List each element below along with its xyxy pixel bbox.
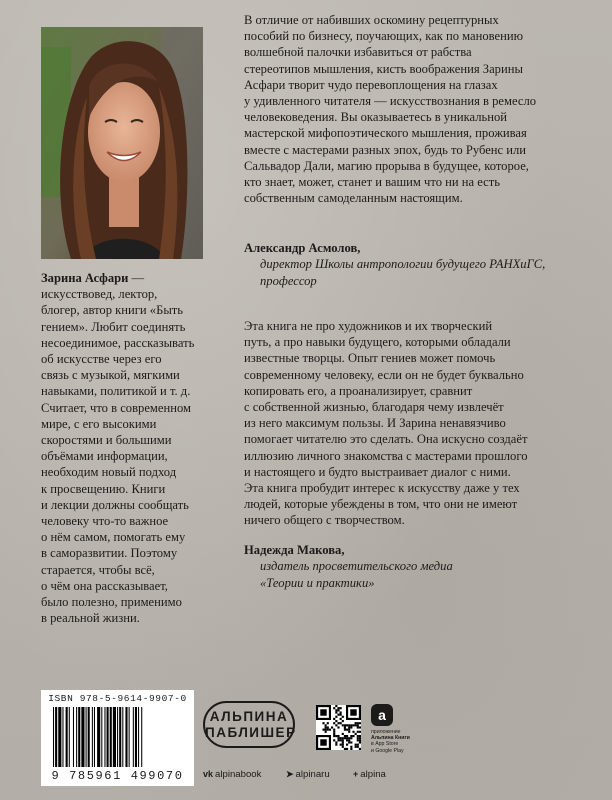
- qr-module: [346, 739, 348, 741]
- qr-module: [340, 707, 342, 709]
- text-line: ничего общего с творчеством.: [244, 513, 405, 528]
- isbn-text: ISBN 978-5-9614-9907-0: [48, 693, 187, 704]
- qr-module: [348, 739, 350, 741]
- qr-module: [333, 718, 335, 720]
- qr-module: [337, 707, 339, 709]
- social-handle: alpinabook: [215, 769, 262, 780]
- qr-module: [333, 707, 335, 709]
- qr-module: [357, 739, 359, 741]
- quote-author-role: «Теории и практики»: [260, 575, 375, 590]
- text-line: связь с музыкой, мягкими: [41, 368, 180, 383]
- author-portrait: [41, 27, 203, 259]
- text-line: гением». Любит соединять: [41, 319, 186, 334]
- qr-module: [331, 726, 333, 728]
- qr-module: [342, 733, 344, 735]
- qr-module: [333, 735, 335, 737]
- text-line: о нём самом, помогать ему: [41, 530, 186, 545]
- text-line: и Google Play: [371, 747, 404, 754]
- text-line: стереотипов мышления, кисть воображения Зарины: [244, 61, 523, 76]
- qr-module: [327, 729, 329, 731]
- barcode-bar: [125, 707, 127, 767]
- qr-module: [350, 709, 356, 715]
- text-line: Альпина Книги: [371, 735, 410, 742]
- barcode-bar: [78, 707, 80, 767]
- barcode-bar: [133, 707, 134, 767]
- qr-code: [316, 705, 361, 750]
- text-line: с собственной жизнью, благодаря чему извлечёт: [244, 400, 504, 415]
- barcode-bar: [86, 707, 87, 767]
- text-line: навыками, политикой и т. д.: [41, 384, 191, 399]
- barcode-bar: [113, 707, 116, 767]
- text-line: приложение: [371, 729, 401, 735]
- qr-module: [340, 714, 342, 716]
- qr-module: [350, 746, 352, 748]
- quote-author-role: профессор: [260, 273, 317, 288]
- qr-module: [357, 722, 359, 724]
- qr-module: [320, 709, 326, 715]
- qr-module: [348, 726, 350, 728]
- qr-module: [357, 724, 359, 726]
- qr-module: [342, 746, 344, 748]
- qr-module: [335, 724, 337, 726]
- qr-module: [342, 720, 344, 722]
- qr-module: [322, 722, 324, 724]
- text-line: Сальвадор Дали, магию прорыва в будущее, которое,: [244, 158, 529, 173]
- qr-module: [359, 737, 361, 739]
- qr-module: [340, 739, 342, 741]
- barcode-bar: [104, 707, 105, 767]
- quote-author-name: Александр Асмолов,: [244, 241, 361, 255]
- qr-module: [348, 737, 350, 739]
- qr-module: [344, 737, 346, 739]
- text-line: в саморазвитии. Поэтому: [41, 546, 178, 561]
- plus-icon: +: [353, 769, 359, 779]
- barcode-bars: [41, 690, 194, 770]
- text-line: вместе с мастерами разных эпох, будь то Рубенс или: [244, 142, 527, 157]
- text-line: об искусстве через его: [41, 352, 162, 367]
- qr-module: [344, 729, 346, 731]
- text-line: старается, чтобы всё,: [41, 562, 155, 577]
- vk-icon: vk: [203, 769, 214, 779]
- barcode-bar: [129, 707, 130, 767]
- text-line: иллюзию личного знакомства с мастерами прошлого: [244, 448, 528, 463]
- qr-module: [337, 714, 339, 716]
- barcode-bar: [58, 707, 61, 767]
- qr-module: [348, 724, 350, 726]
- barcode-bar: [53, 707, 54, 767]
- barcode-bar: [76, 707, 77, 767]
- text-line: волшебной палочки избавиться от рабства: [244, 45, 472, 60]
- qr-module: [337, 739, 339, 741]
- barcode-bar: [141, 707, 142, 767]
- text-line: копировать его, а проанализирует, сравнит: [244, 383, 473, 398]
- qr-module: [340, 718, 342, 720]
- qr-module: [350, 735, 352, 737]
- qr-module: [348, 729, 350, 731]
- qr-module: [359, 722, 361, 724]
- text-line: человеку что-то важное: [41, 514, 169, 529]
- qr-module: [357, 726, 359, 728]
- qr-module: [355, 733, 357, 735]
- barcode-bar: [135, 707, 137, 767]
- qr-module: [335, 709, 337, 711]
- barcode-bar: [94, 707, 95, 767]
- text-line: необходим новый подход: [41, 465, 177, 480]
- publisher-logo: [203, 701, 295, 748]
- barcode-bar: [92, 707, 93, 767]
- text-line: о чём она рассказывает,: [41, 578, 168, 593]
- qr-module: [344, 726, 346, 728]
- text-line: несоединимое, рассказывать: [41, 335, 195, 350]
- text-line: собственным самоделанным настоящим.: [244, 191, 463, 206]
- text-line: В отличие от набивших оскомину рецептурных: [244, 13, 499, 27]
- qr-module: [357, 746, 359, 748]
- qr-module: [335, 741, 337, 743]
- qr-module: [335, 720, 337, 722]
- text-line: мире, с его высокими: [41, 416, 157, 431]
- qr-module: [333, 739, 335, 741]
- qr-module: [340, 711, 342, 713]
- text-line: Считает, что в современном: [41, 400, 191, 415]
- qr-module: [344, 748, 346, 750]
- author-photo: [41, 27, 203, 259]
- qr-module: [337, 726, 339, 728]
- qr-module: [357, 731, 359, 733]
- text-line: в App Store: [371, 741, 399, 748]
- qr-module: [333, 733, 335, 735]
- quote-author-name: Надежда Макова,: [244, 543, 345, 557]
- ean-number: 9 785961 499070: [51, 769, 184, 783]
- qr-module: [350, 741, 352, 743]
- qr-module: [333, 729, 335, 731]
- qr-module: [340, 744, 342, 746]
- text-line: Эта книга не про художников и их творческий: [244, 319, 493, 333]
- qr-module: [322, 729, 324, 731]
- qr-module: [325, 729, 327, 731]
- barcode-bar: [119, 707, 121, 767]
- text-line: искусствовед, лектор,: [41, 287, 158, 302]
- social-telegram: [286, 769, 330, 780]
- text-line: и настоящего и будто выстраивает диалог с ними.: [244, 464, 511, 479]
- qr-module: [333, 722, 335, 724]
- text-line: пособий по бизнесу, поучающих, как по мановению: [244, 29, 524, 44]
- bio-dash: —: [128, 271, 145, 285]
- text-line: объёмами информации,: [41, 449, 168, 464]
- text-line: скоростями и большими: [41, 433, 172, 448]
- qr-module: [325, 726, 327, 728]
- qr-module: [346, 735, 348, 737]
- barcode-bar: [81, 707, 84, 767]
- qr-module: [352, 724, 354, 726]
- barcode-bar: [138, 707, 139, 767]
- qr-module: [359, 739, 361, 741]
- quote-author-role: директор Школы антропологии будущего РАНХиГС,: [260, 257, 546, 272]
- qr-module: [342, 716, 344, 718]
- qr-module: [348, 741, 350, 743]
- qr-module: [357, 744, 359, 746]
- qr-module: [348, 731, 350, 733]
- text-line: у удивленного читателя — искусствознания в ремесло: [244, 94, 537, 109]
- qr-module: [325, 724, 327, 726]
- barcode-bar: [117, 707, 118, 767]
- text-line: Эта книга пробудит интерес к искусству даже у тех: [244, 481, 520, 496]
- barcode-bar: [55, 707, 57, 767]
- text-line: известные творцы. Опыт гениев может помочь: [244, 351, 496, 366]
- barcode-bar: [107, 707, 109, 767]
- qr-module: [350, 724, 352, 726]
- qr-module: [359, 735, 361, 737]
- quote-makova-text: [244, 318, 584, 529]
- text-line: к просвещению. Книги: [41, 481, 166, 496]
- qr-module: [359, 731, 361, 733]
- quote-asmolov-text: [244, 12, 584, 206]
- qr-module: [335, 716, 337, 718]
- text-line: помогает читателю это сделать. Она искусно создаёт: [244, 432, 528, 447]
- qr-module: [346, 724, 348, 726]
- qr-module: [327, 722, 329, 724]
- qr-module: [346, 744, 348, 746]
- bio-first-line: [41, 270, 221, 286]
- social-vk: [203, 769, 261, 780]
- qr-module: [357, 737, 359, 739]
- qr-module: [344, 724, 346, 726]
- barcode-bar: [69, 707, 70, 767]
- qr-module: [337, 722, 339, 724]
- qr-module: [350, 726, 352, 728]
- qr-module: [352, 735, 354, 737]
- social-handle: alpinaru: [295, 769, 330, 780]
- text-line: путь, а про навыки будущего, которыми обладали: [244, 335, 511, 350]
- qr-module: [342, 744, 344, 746]
- barcode-bar: [110, 707, 112, 767]
- barcode-bar: [97, 707, 100, 767]
- qr-module: [335, 711, 337, 713]
- qr-module: [333, 731, 335, 733]
- qr-module: [359, 726, 361, 728]
- logo-line: ПАБЛИШЕР: [205, 725, 297, 740]
- text-line: Асфари творит чудо перевоплощения на глазах: [244, 77, 498, 92]
- barcode-bar: [62, 707, 63, 767]
- text-line: в реальной жизни.: [41, 611, 140, 626]
- social-other: [353, 769, 386, 780]
- qr-module: [359, 741, 361, 743]
- qr-module: [327, 726, 329, 728]
- logo-line: АЛЬПИНА: [209, 709, 289, 724]
- qr-module: [342, 737, 344, 739]
- author-bio: [41, 270, 221, 626]
- qr-module: [355, 746, 357, 748]
- author-name: Зарина Асфари: [41, 271, 129, 285]
- qr-module: [335, 705, 337, 707]
- qr-module: [355, 744, 357, 746]
- app-promo-text: [371, 729, 431, 754]
- qr-module: [320, 739, 326, 745]
- text-line: человековедения. Вы оказываетесь в уникальной: [244, 110, 508, 125]
- qr-module: [355, 724, 357, 726]
- barcode-bar: [101, 707, 102, 767]
- text-line: современному человеку, если он не будет буквально: [244, 367, 524, 382]
- qr-module: [346, 737, 348, 739]
- isbn-barcode: [41, 690, 194, 786]
- quote-makova-signature: [244, 542, 453, 591]
- qr-module: [342, 741, 344, 743]
- quote-author-role: издатель просветительского медиа: [260, 559, 453, 574]
- alpina-app-icon: a: [371, 704, 393, 726]
- qr-module: [342, 739, 344, 741]
- qr-module: [342, 724, 344, 726]
- qr-module: [325, 731, 327, 733]
- text-line: кто знает, может, станет и вашим что ни на есть: [244, 175, 501, 190]
- text-line: людей, которые убеждены в том, что они не имеют: [244, 497, 518, 512]
- text-line: было полезно, применимо: [41, 595, 182, 610]
- quote-asmolov-signature: [244, 240, 545, 289]
- qr-module: [335, 744, 337, 746]
- qr-module: [344, 735, 346, 737]
- text-line: блогер, автор книги «Быть: [41, 303, 184, 318]
- social-handle: alpina: [360, 769, 386, 780]
- qr-module: [350, 748, 352, 750]
- qr-module: [352, 731, 354, 733]
- qr-module: [350, 737, 352, 739]
- qr-module: [329, 729, 331, 731]
- telegram-icon: ➤: [286, 769, 294, 779]
- qr-module: [357, 735, 359, 737]
- qr-module: [346, 729, 348, 731]
- qr-module: [340, 722, 342, 724]
- text-line: мастерской мифопоэтического мышления, проживая: [244, 126, 527, 141]
- qr-module: [337, 735, 339, 737]
- qr-module: [355, 722, 357, 724]
- barcode-bar: [122, 707, 123, 767]
- qr-module: [337, 737, 339, 739]
- barcode-bar: [66, 707, 68, 767]
- qr-module: [340, 737, 342, 739]
- qr-module: [346, 748, 348, 750]
- text-line: и лекции должны сообщать: [41, 497, 189, 512]
- text-line: из него максимум пользы. И Зарина ненавязчиво: [244, 416, 506, 431]
- barcode-bar: [88, 707, 90, 767]
- qr-module: [335, 735, 337, 737]
- qr-module: [337, 709, 339, 711]
- qr-module: [359, 748, 361, 750]
- barcode-bar: [73, 707, 74, 767]
